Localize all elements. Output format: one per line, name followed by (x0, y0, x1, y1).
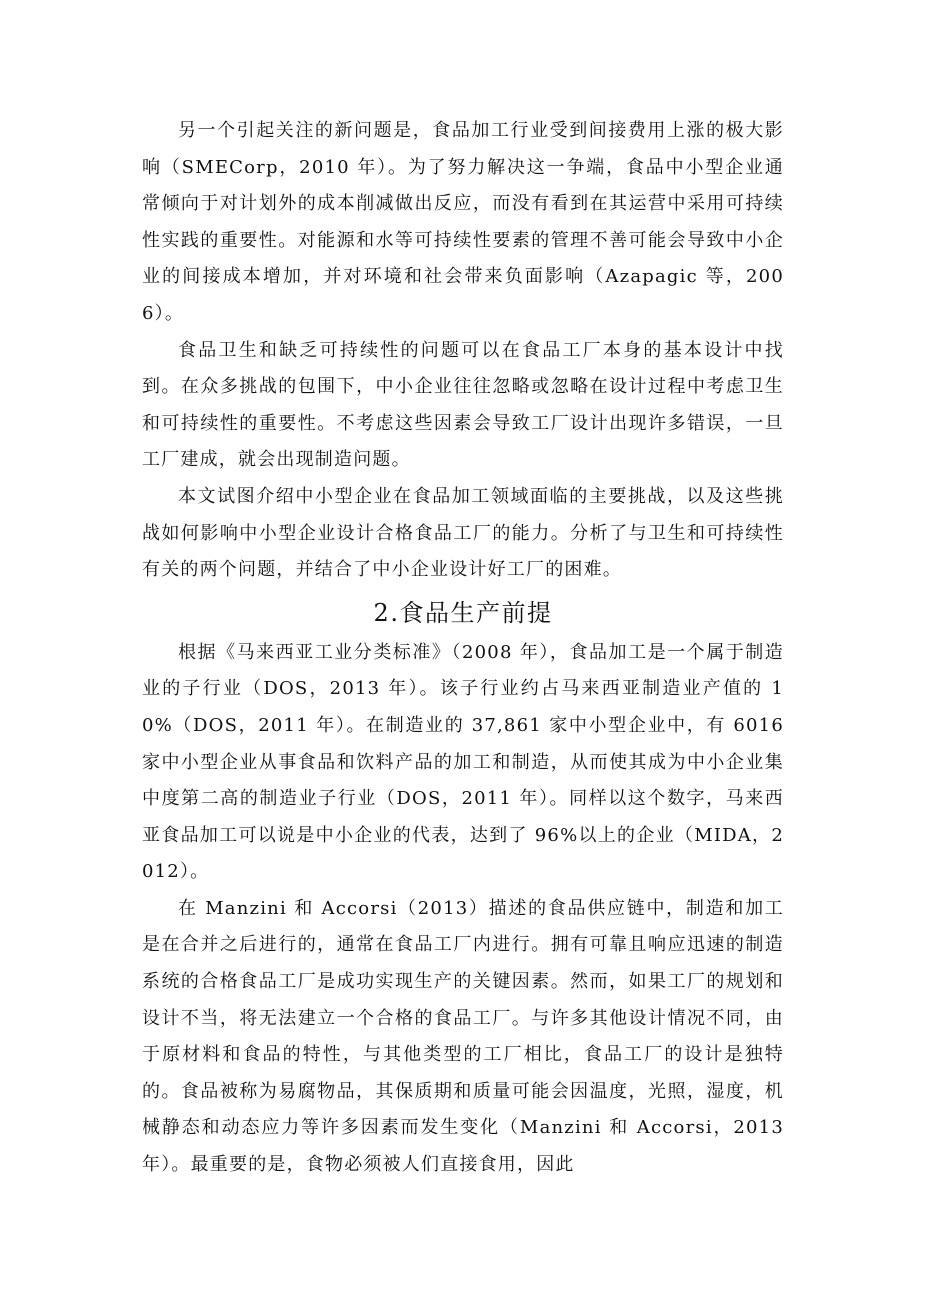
paragraph-paper-aim: 本文试图介绍中小型企业在食品加工领域面临的主要挑战，以及这些挑战如何影响中小型企业设计合格食品工厂的能力。分析了与卫生和可持续性有关的两个问题，并结合了中小企业设计好工厂的困难。 (142, 485, 784, 581)
paragraph-food-supply-chain: 在 Manzini 和 Accorsi（2013）描述的食品供应链中，制造和加工是在合并之后进行的，通常在食品工厂内进行。拥有可靠且响应迅速的制造系统的合格食品工厂是成功实现生产的关键因素。然而，如果工厂的规划和设计不当，将无法建立一个合格的食品工厂。与许多其他设计情况不同，由于原材料和食品的特性，与其他类型的工厂相比，食品工厂的设计是独特的。食品被称为易腐物品，其保质期和质量可能会因温度，光照，湿度，机械静态和动态应力等许多因素而发生变化（Manzini 和 Accorsi，2013 年）。最重要的是，食物必须被人们直接食用，因此 (142, 897, 784, 1176)
section-heading: 2.食品生产前提 (373, 598, 553, 627)
paragraph-overhead-costs: 另一个引起关注的新问题是，食品加工行业受到间接费用上涨的极大影响（SMECorp，2010 年）。为了努力解决这一争端，食品中小型企业通常倾向于对计划外的成本削减做出反应，而没有看到在其运营中采用可持续性实践的重要性。对能源和水等可持续性要素的管理不善可能会导致中小企业的间接成本增加，并对环境和社会带来负面影响（Azapagic 等，2006）。 (142, 120, 784, 324)
paragraph-food-processing-sector: 根据《马来西亚工业分类标准》（2008 年），食品加工是一个属于制造业的子行业（DOS，2013 年）。该子行业约占马来西亚制造业产值的 10%（DOS，2011 年）。在制造业的 37,861 家中小型企业中，有 6016 家中小型企业从事食品和饮料产品的加工和制造，从而使其成为中小企业集中度第二高的制造业子行业（DOS，2011 年）。同样以这个数字，马来西亚食品加工可以说是中小企业的代表，达到了 96%以上的企业（MIDA，2012）。 (142, 641, 784, 883)
paragraph-hygiene-sustainability: 食品卫生和缺乏可持续性的问题可以在食品工厂本身的基本设计中找到。在众多挑战的包围下，中小企业往往忽略或忽略在设计过程中考虑卫生和可持续性的重要性。不考虑这些因素会导致工厂设计出现许多错误，一旦工厂建成，就会出现制造问题。 (142, 339, 784, 471)
document-page (142, 113, 784, 1184)
